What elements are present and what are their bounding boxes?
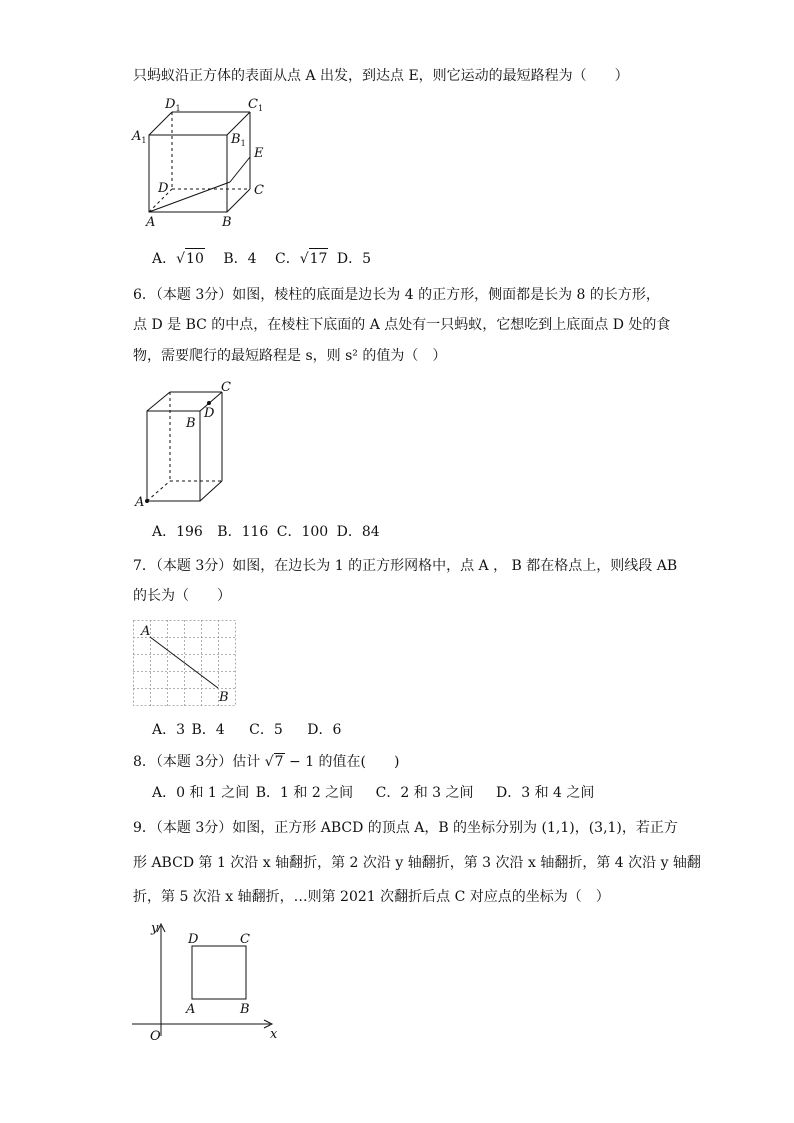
label-C1: $C_1$ [248, 97, 264, 113]
axis-label-y: y [151, 921, 159, 936]
coordinate-figure [130, 918, 290, 1048]
prism-label-B: B [186, 416, 196, 431]
q9-line1: 9．（本题 3分）如图，正方形 ABCD 的顶点 A，B 的坐标分别为 (1,1)，(3,1)，若正方 [133, 820, 678, 836]
label-A1: $A_1$ [132, 129, 147, 145]
q6-line2: 点 D 是 BC 的中点，在棱柱下底面的 A 点处有一只蚂蚁，它想吃到上底面点 D 处的食 [133, 317, 671, 333]
q7-line1: 7．（本题 3分）如图，在边长为 1 的正方形网格中，点 A ， B 都在格点上，则线段 AB [133, 558, 678, 574]
q8-options [152, 783, 594, 803]
grid-label-A: A [141, 624, 151, 639]
q8-option-c[interactable]: C．2 和 3 之间 [375, 785, 474, 801]
q6-line3: 物，需要爬行的最短路程是 s，则 s² 的值为（ ） [133, 348, 447, 364]
grid-label-B: B [219, 690, 229, 705]
coord-label-A: A [186, 1002, 196, 1017]
q8-option-d[interactable]: D．3 和 4 之间 [495, 785, 595, 801]
q7-options [152, 720, 341, 740]
q6-options [152, 522, 380, 542]
label-D: D [158, 181, 169, 196]
q8-option-a[interactable]: A．0 和 1 之间 [152, 785, 250, 801]
q7-option-b[interactable]: B．4 [191, 722, 225, 738]
q6-line1: 6．（本题 3分）如图，棱柱的底面是边长为 4 的正方形，侧面都是长为 8 的长方形， [133, 287, 660, 303]
label-C: C [254, 183, 264, 198]
coord-label-D: D [188, 932, 199, 947]
q5-option-d[interactable]: D．5 [336, 251, 372, 267]
coord-label-C: C [240, 932, 250, 947]
q5-option-b[interactable]: B．4 [223, 251, 257, 267]
prism-label-C: C [221, 380, 231, 395]
prism-label-D: D [204, 406, 215, 421]
q8-option-b[interactable]: B．1 和 2 之间 [255, 785, 354, 801]
q7-option-d[interactable]: D．6 [307, 722, 342, 738]
label-A: A [146, 215, 156, 230]
prism-figure [130, 378, 250, 513]
grid-figure [133, 620, 238, 708]
coord-label-B: B [240, 1002, 250, 1017]
cube-figure [130, 95, 280, 235]
q9-line2: 形 ABCD 第 1 次沿 x 轴翻折，第 2 次沿 y 轴翻折，第 3 次沿 x 轴翻折，第 4 次沿 y 轴翻 [133, 855, 701, 871]
q7-option-a[interactable]: A．3 [152, 722, 186, 738]
q6-option-c[interactable]: C．100 [276, 524, 329, 540]
q7-option-c[interactable]: C．5 [249, 722, 283, 738]
q9-line3: 折，第 5 次沿 x 轴翻折，…则第 2021 次翻折后点 C 对应点的坐标为（ ） [133, 889, 610, 905]
q5-option-c[interactable]: C．√17 [275, 248, 328, 269]
label-B: B [222, 215, 232, 230]
label-E: E [254, 146, 264, 161]
prism-label-A: A [135, 495, 145, 510]
q6-option-b[interactable]: B．116 [217, 524, 269, 540]
q5-stem-line: 只蚂蚁沿正方体的表面从点 A 出发，到达点 E，则它运动的最短路程为（ ） [133, 68, 629, 84]
q6-option-a[interactable]: A．196 [152, 524, 203, 540]
label-B1: $B_1$ [231, 132, 246, 148]
label-D1: $D_1$ [165, 97, 181, 113]
q5-option-a[interactable]: A．√10 [152, 248, 205, 269]
q5-options [152, 248, 371, 269]
axis-label-x: x [270, 1027, 278, 1042]
origin-label-O: O [150, 1029, 161, 1044]
q8-line1: 8．（本题 3分）估计 √7 − 1 的值在( ) [133, 754, 400, 770]
q6-option-d[interactable]: D．84 [336, 524, 380, 540]
q7-line2: 的长为（ ） [133, 588, 231, 604]
